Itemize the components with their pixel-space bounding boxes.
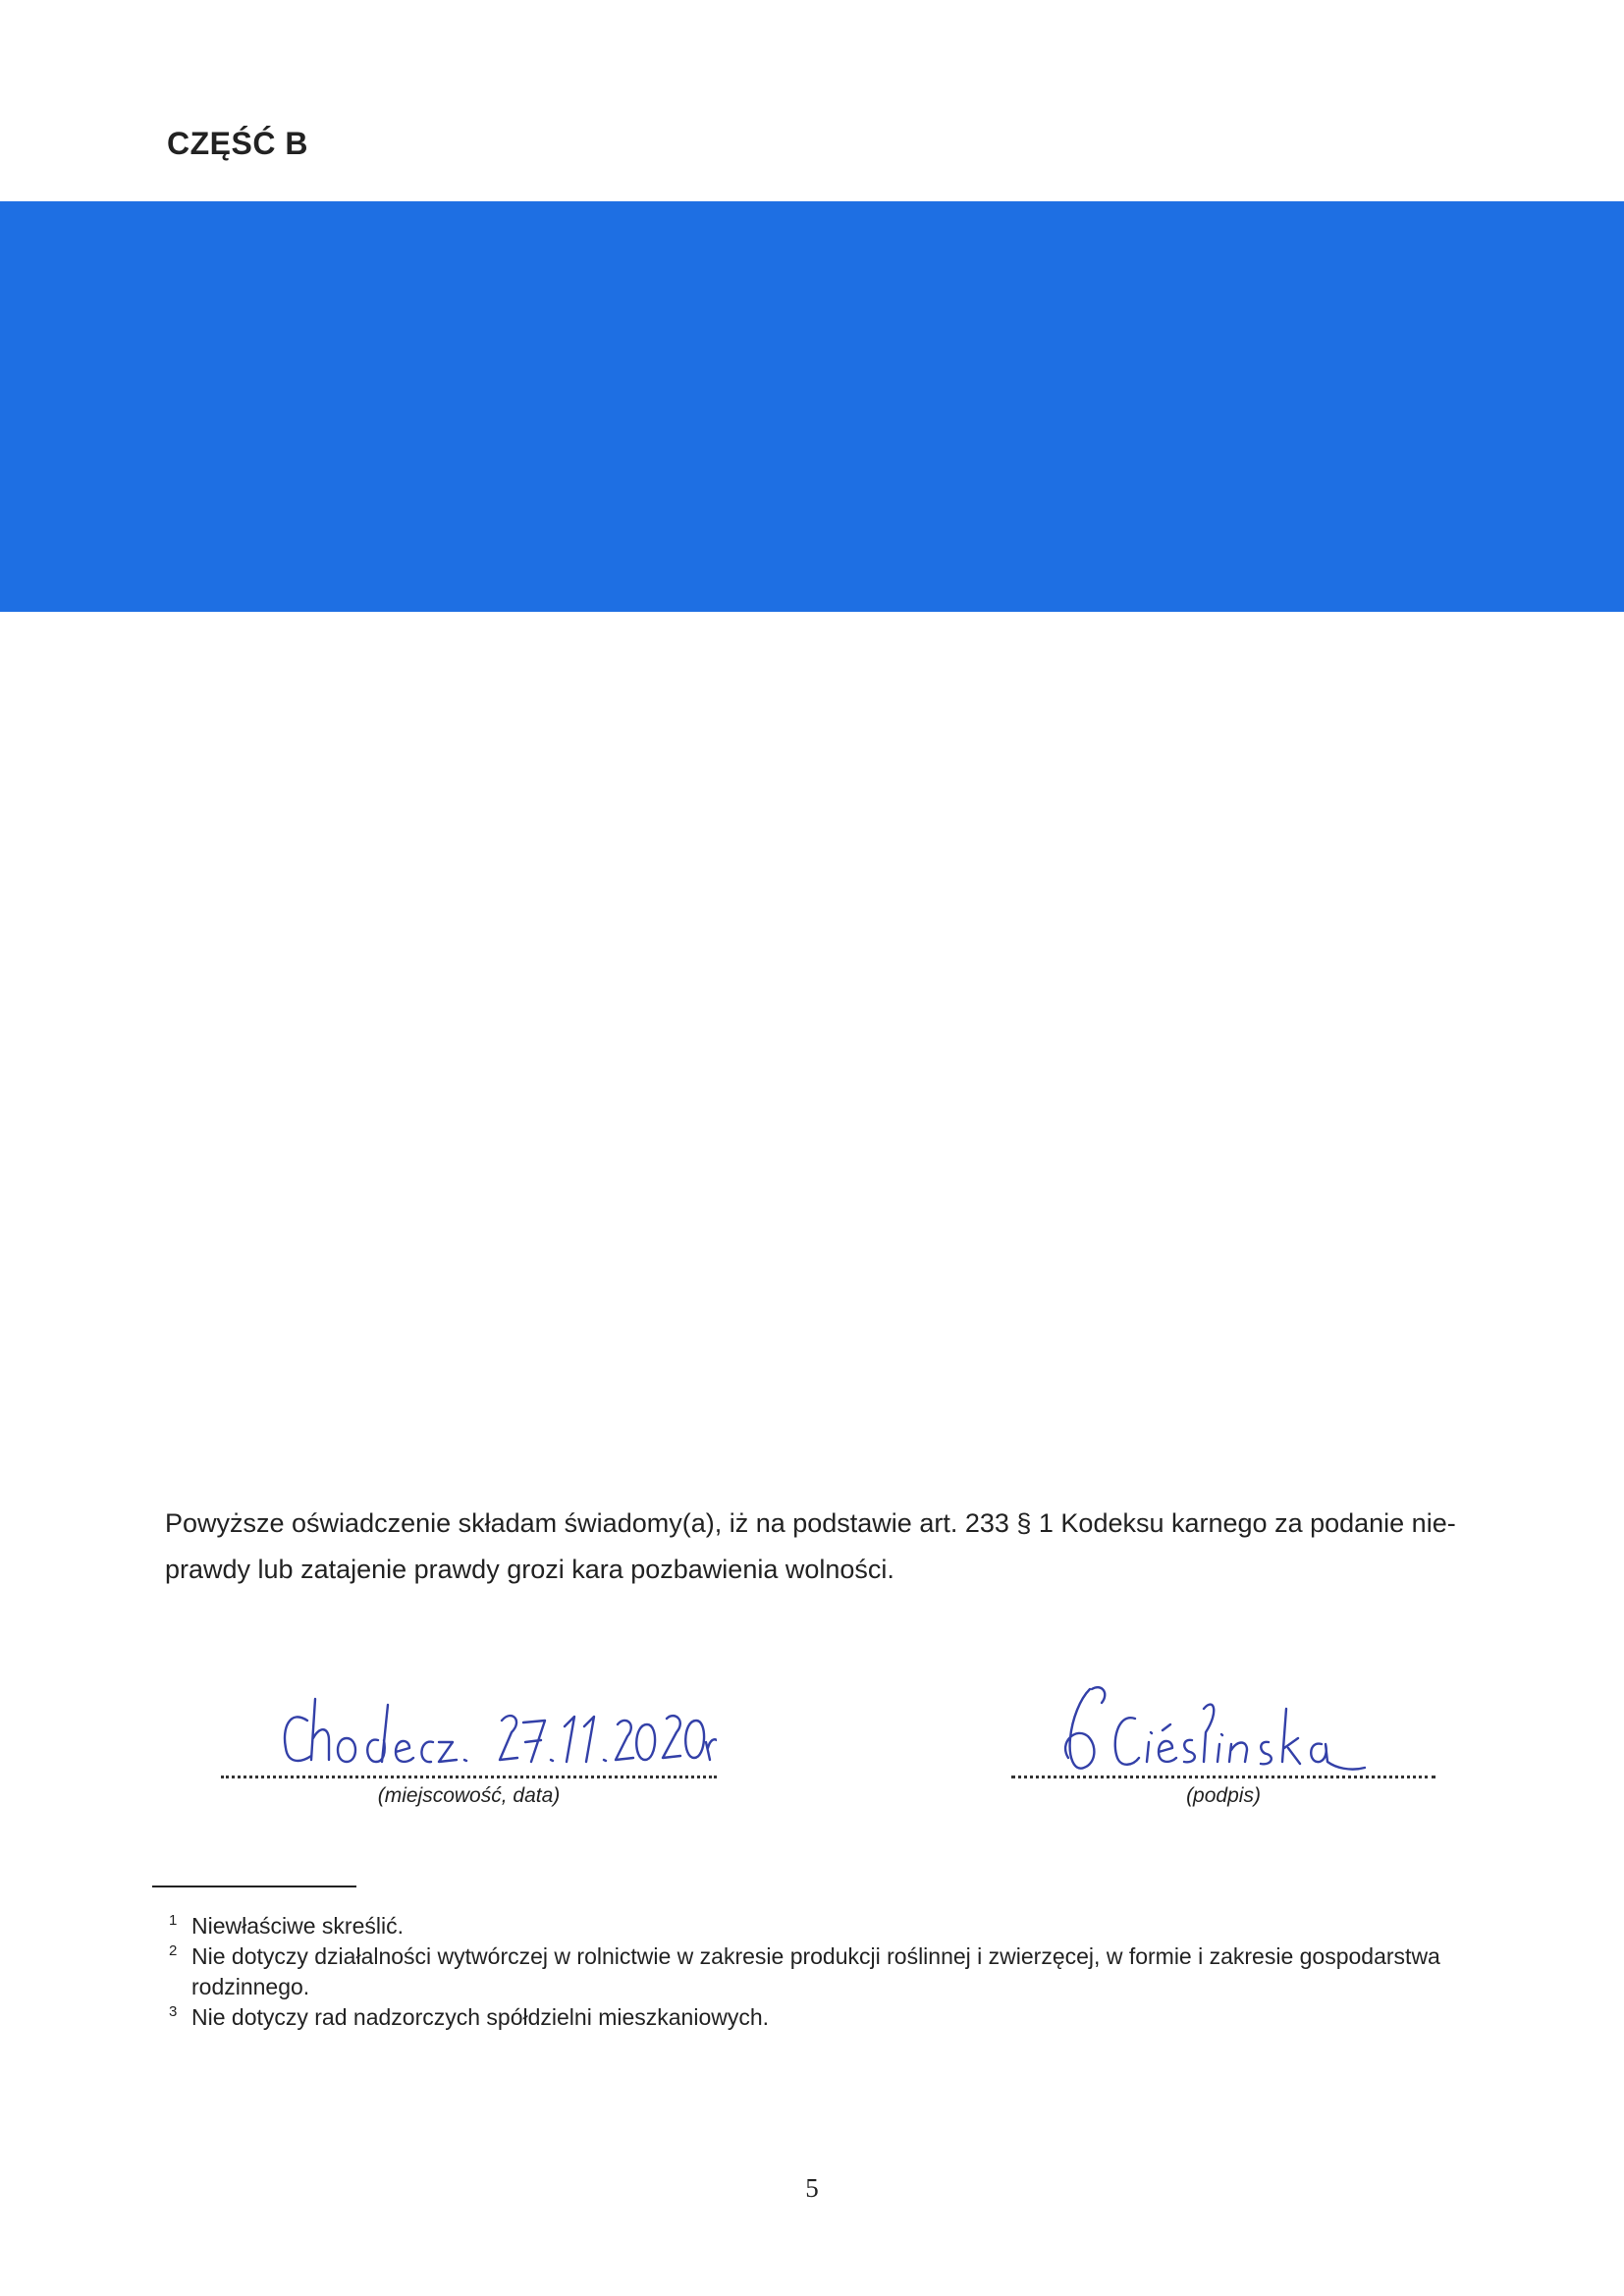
footnote-item [167,1911,1542,1941]
caption-place-date: (miejscowość, data) [377,1784,561,1807]
footnote-separator [152,1886,356,1887]
footnote-item [167,2002,1542,2033]
footnote-number: 1 [169,1912,178,1929]
section-title: CZĘŚĆ B [167,126,308,161]
dotted-line-signer [1011,1776,1435,1778]
footnote-text: Niewłaściwe skreślić. [191,1913,404,1939]
footnote-item [167,1941,1542,2002]
footnote-number: 3 [169,2003,178,2020]
handwritten-place-date [221,1669,717,1776]
dotted-line-place-date [221,1776,717,1778]
signature-block-signer [1011,1669,1435,1808]
signature-block-place-date [221,1669,717,1808]
page-number: 5 [805,2173,819,2203]
footnote-text: Nie dotyczy rad nadzorczych spółdzielni mieszkaniowych. [191,2004,770,2030]
caption-signer: (podpis) [1186,1784,1261,1807]
footnote-text: Nie dotyczy działalności wytwórczej w rolnictwie w zakresie produkcji roślinnej i zwierzęcej, w formie i zakresie gospodarstwa rodzinnego. [191,1943,1440,1999]
footnote-number: 2 [169,1942,178,1959]
statement-text: Powyższe oświadczenie składam świadomy(a), iż na podstawie art. 233 § 1 Kodeksu karnego za podanie nie-prawdy lub zatajenie prawdy grozi kara pozbawienia wolności. [165,1508,1456,1584]
handwritten-signature [1011,1669,1435,1776]
footnotes [167,1911,1542,2033]
redaction-block [0,201,1624,612]
